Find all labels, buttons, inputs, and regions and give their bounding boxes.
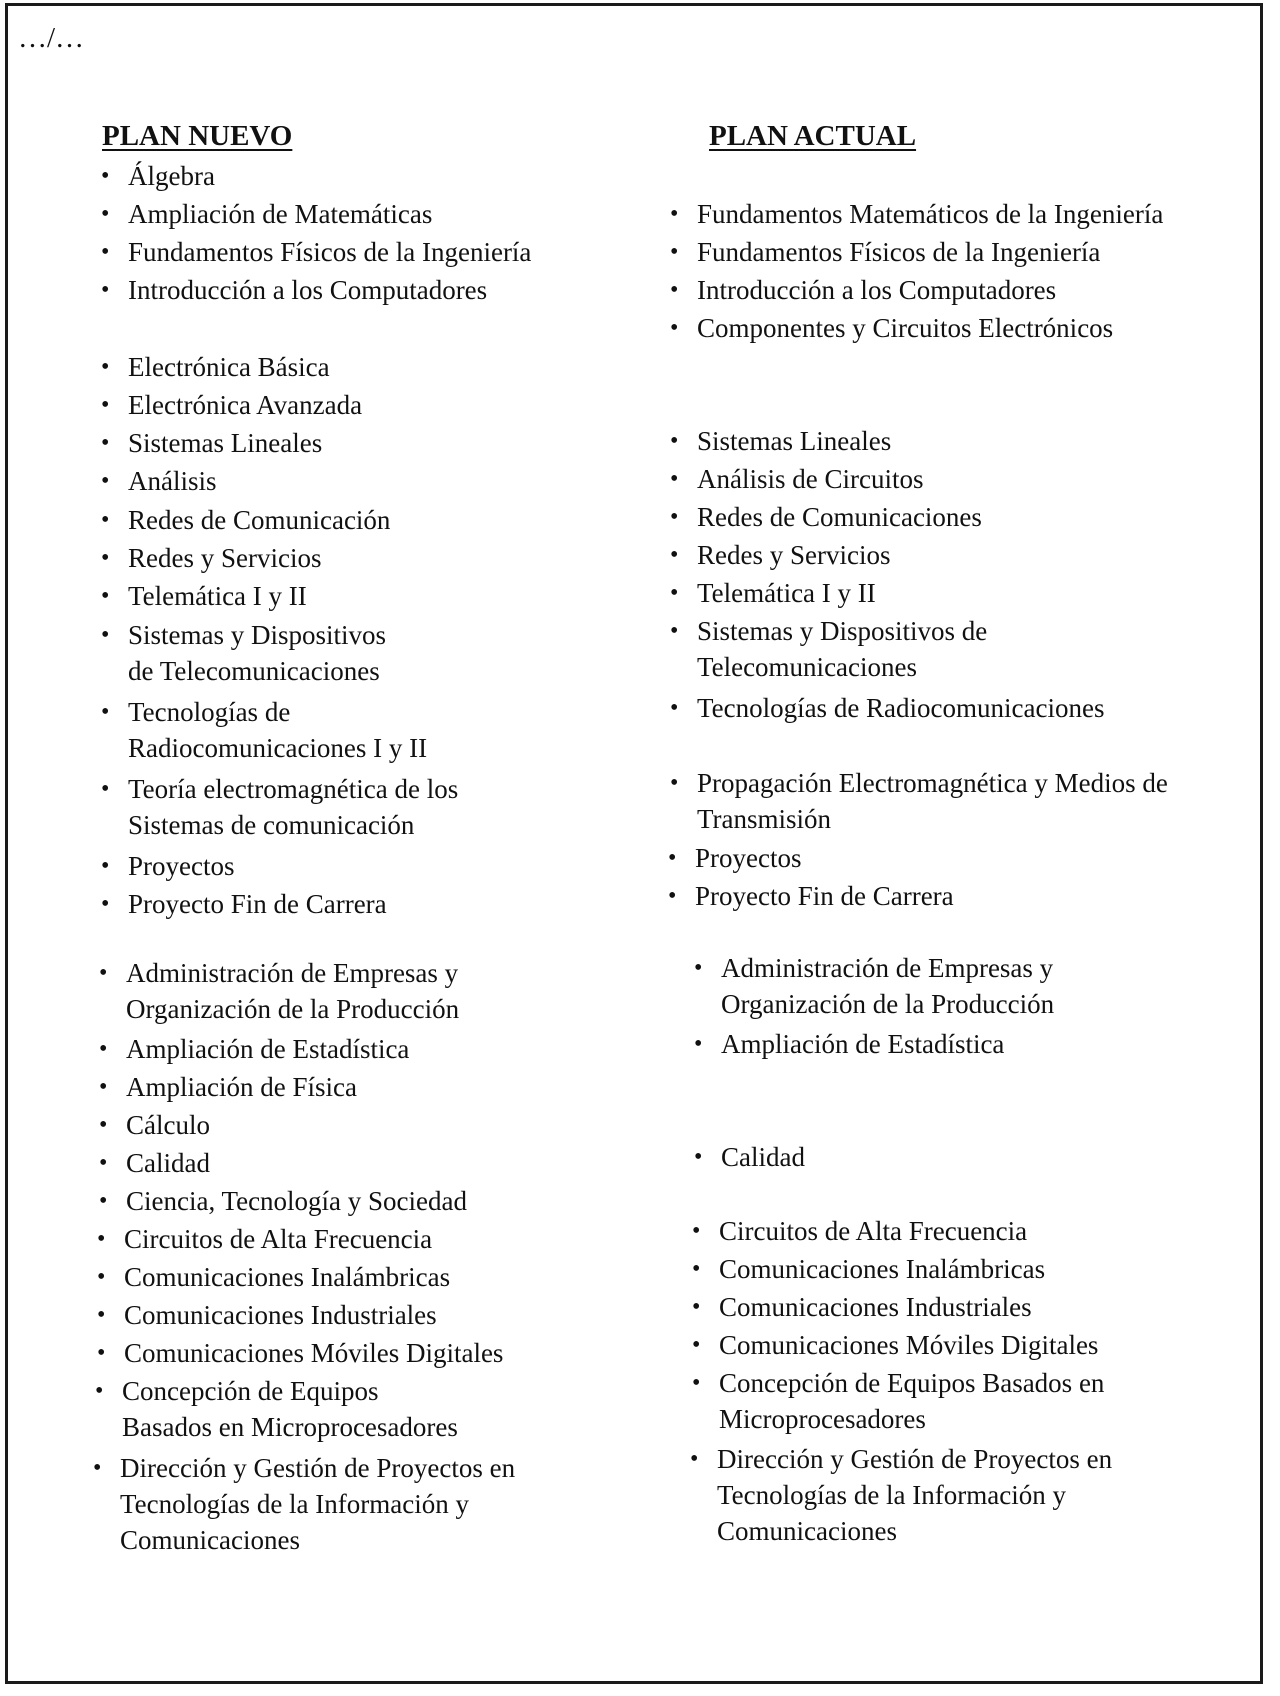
item-text-line: Comunicaciones Industriales [719, 1292, 1032, 1322]
bullet-icon: • [692, 1218, 701, 1244]
plan_actual-item [690, 1441, 1113, 1549]
item-text-line: Microprocesadores [719, 1404, 926, 1434]
plan_nuevo-item [99, 1031, 410, 1067]
bullet-icon: • [99, 1188, 108, 1214]
item-text-line: Comunicaciones Industriales [124, 1300, 437, 1330]
plan_actual-item [670, 196, 1164, 232]
bullet-icon: • [670, 695, 679, 721]
item-text-line: Ampliación de Matemáticas [128, 199, 433, 229]
bullet-icon: • [670, 618, 679, 644]
plan_nuevo-item [101, 158, 215, 194]
plan-nuevo-heading: PLAN NUEVO [102, 120, 293, 152]
item-text-line: Proyecto Fin de Carrera [695, 881, 954, 911]
item-text-line: Comunicaciones Inalámbricas [124, 1262, 451, 1292]
bullet-icon: • [101, 622, 110, 648]
item-text-line: Organización de la Producción [126, 994, 460, 1024]
plan_nuevo-item [101, 349, 330, 385]
plan_actual-item [670, 575, 876, 611]
item-text-line: Redes de Comunicaciones [697, 502, 982, 532]
item-text-line: Transmisión [697, 804, 832, 834]
item-text-line: Sistemas de comunicación [128, 810, 415, 840]
bullet-icon: • [101, 201, 110, 227]
bullet-icon: • [99, 960, 108, 986]
item-text-line: Telemática I y II [697, 578, 876, 608]
bullet-icon: • [101, 853, 110, 879]
plan_nuevo-item [99, 1069, 357, 1105]
plan_actual-item [670, 310, 1114, 346]
plan_nuevo-item [97, 1335, 504, 1371]
bullet-icon: • [101, 277, 110, 303]
bullet-icon: • [670, 770, 679, 796]
item-text-line: Ciencia, Tecnología y Sociedad [126, 1186, 468, 1216]
bullet-icon: • [692, 1294, 701, 1320]
plan_actual-item [670, 234, 1101, 270]
plan_actual-item [692, 1213, 1028, 1249]
bullet-icon: • [670, 580, 679, 606]
item-text-line: Organización de la Producción [721, 989, 1055, 1019]
bullet-icon: • [97, 1302, 106, 1328]
bullet-icon: • [101, 507, 110, 533]
item-text-line: Tecnologías de la Información y [120, 1489, 469, 1519]
item-text-line: Fundamentos Matemáticos de la Ingeniería [697, 199, 1164, 229]
item-text-line: Introducción a los Computadores [128, 275, 488, 305]
item-text-line: Comunicaciones Inalámbricas [719, 1254, 1046, 1284]
plan_actual-item [670, 765, 1168, 837]
plan_nuevo-item [101, 578, 307, 614]
plan_actual-item [670, 499, 982, 535]
item-text-line: Fundamentos Físicos de la Ingeniería [128, 237, 532, 267]
item-text-line: Teoría electromagnética de los [128, 774, 459, 804]
plan-actual-heading: PLAN ACTUAL [709, 120, 917, 152]
item-text-line: Sistemas Lineales [128, 428, 323, 458]
item-text-line: Fundamentos Físicos de la Ingeniería [697, 237, 1101, 267]
item-text-line: Análisis de Circuitos [697, 464, 924, 494]
item-text-line: de Telecomunicaciones [128, 656, 380, 686]
plan_actual-item [670, 537, 891, 573]
bullet-icon: • [101, 583, 110, 609]
plan_actual-item [670, 613, 988, 685]
plan_actual-item [694, 1026, 1005, 1062]
plan_actual-item [694, 950, 1055, 1022]
item-text-line: Álgebra [128, 161, 215, 191]
plan_actual-item [670, 272, 1057, 308]
item-text-line: Concepción de Equipos Basados en [719, 1368, 1105, 1398]
bullet-icon: • [97, 1264, 106, 1290]
item-text-line: Radiocomunicaciones I y II [128, 733, 428, 763]
bullet-icon: • [101, 354, 110, 380]
item-text-line: Tecnologías de la Información y [717, 1480, 1066, 1510]
item-text-line: Electrónica Básica [128, 352, 330, 382]
plan_actual-item [692, 1365, 1105, 1437]
item-text-line: Redes de Comunicación [128, 505, 391, 535]
plan_actual-item [692, 1327, 1099, 1363]
bullet-icon: • [670, 542, 679, 568]
plan_actual-item [670, 690, 1105, 726]
bullet-icon: • [97, 1340, 106, 1366]
item-text-line: Sistemas y Dispositivos [128, 620, 387, 650]
item-text-line: Basados en Microprocesadores [122, 1412, 458, 1442]
item-text-line: Proyecto Fin de Carrera [128, 889, 387, 919]
item-text-line: Ampliación de Estadística [126, 1034, 410, 1064]
bullet-icon: • [668, 845, 677, 871]
plan_actual-item [668, 878, 954, 914]
plan_actual-item [668, 840, 802, 876]
item-text-line: Calidad [721, 1142, 805, 1172]
item-text-line: Electrónica Avanzada [128, 390, 363, 420]
bullet-icon: • [670, 315, 679, 341]
plan_nuevo-item [97, 1259, 451, 1295]
bullet-icon: • [97, 1226, 106, 1252]
bullet-icon: • [692, 1370, 701, 1396]
plan_nuevo-item [101, 617, 387, 689]
plan_nuevo-item [99, 955, 460, 1027]
item-text-line: Componentes y Circuitos Electrónicos [697, 313, 1114, 343]
item-text-line: Dirección y Gestión de Proyectos en [120, 1453, 516, 1483]
item-text-line: Proyectos [695, 843, 802, 873]
item-text-line: Introducción a los Computadores [697, 275, 1057, 305]
bullet-icon: • [101, 239, 110, 265]
bullet-icon: • [694, 955, 703, 981]
item-text-line: Sistemas Lineales [697, 426, 892, 456]
plan_nuevo-item [99, 1183, 468, 1219]
bullet-icon: • [99, 1036, 108, 1062]
item-text-line: Redes y Servicios [697, 540, 891, 570]
plan_nuevo-item [101, 771, 459, 843]
plan_nuevo-item [101, 540, 322, 576]
plan_nuevo-item [97, 1221, 433, 1257]
plan_nuevo-item [99, 1107, 210, 1143]
plan_actual-item [692, 1289, 1032, 1325]
bullet-icon: • [101, 430, 110, 456]
bullet-icon: • [692, 1256, 701, 1282]
bullet-icon: • [101, 891, 110, 917]
plan_nuevo-item [101, 463, 217, 499]
plan_actual-item [692, 1251, 1046, 1287]
plan_nuevo-item [99, 1145, 210, 1181]
plan_actual-item [670, 461, 924, 497]
bullet-icon: • [101, 163, 110, 189]
bullet-icon: • [670, 277, 679, 303]
item-text-line: Administración de Empresas y [721, 953, 1054, 983]
item-text-line: Tecnologías de Radiocomunicaciones [697, 693, 1105, 723]
item-text-line: Propagación Electromagnética y Medios de [697, 768, 1168, 798]
plan_nuevo-item [101, 502, 391, 538]
item-text-line: Circuitos de Alta Frecuencia [719, 1216, 1028, 1246]
item-text-line: Ampliación de Física [126, 1072, 357, 1102]
item-text-line: Concepción de Equipos [122, 1376, 379, 1406]
plan_actual-item [670, 423, 892, 459]
bullet-icon: • [690, 1446, 699, 1472]
item-text-line: Cálculo [126, 1110, 210, 1140]
bullet-icon: • [99, 1074, 108, 1100]
bullet-icon: • [101, 392, 110, 418]
bullet-icon: • [99, 1112, 108, 1138]
plan_nuevo-item [101, 272, 488, 308]
bullet-icon: • [668, 883, 677, 909]
plan_nuevo-item [101, 196, 433, 232]
bullet-icon: • [670, 239, 679, 265]
plan_nuevo-item [101, 886, 387, 922]
bullet-icon: • [692, 1332, 701, 1358]
item-text-line: Proyectos [128, 851, 235, 881]
bullet-icon: • [101, 776, 110, 802]
bullet-icon: • [694, 1144, 703, 1170]
item-text-line: Calidad [126, 1148, 210, 1178]
item-text-line: Telecomunicaciones [697, 652, 918, 682]
bullet-icon: • [101, 545, 110, 571]
item-text-line: Tecnologías de [128, 697, 291, 727]
item-text-line: Comunicaciones [120, 1525, 300, 1555]
item-text-line: Sistemas y Dispositivos de [697, 616, 988, 646]
bullet-icon: • [101, 699, 110, 725]
plan_nuevo-item [101, 425, 323, 461]
plan_nuevo-item [101, 234, 532, 270]
plan_actual-item [694, 1139, 805, 1175]
plan_nuevo-item [101, 848, 235, 884]
plan_nuevo-item [93, 1450, 516, 1558]
bullet-icon: • [670, 504, 679, 530]
plan_nuevo-item [101, 387, 363, 423]
item-text-line: Dirección y Gestión de Proyectos en [717, 1444, 1113, 1474]
bullet-icon: • [670, 466, 679, 492]
plan_nuevo-item [101, 694, 428, 766]
item-text-line: Administración de Empresas y [126, 958, 459, 988]
bullet-icon: • [95, 1378, 104, 1404]
item-text-line: Comunicaciones [717, 1516, 897, 1546]
item-text-line: Redes y Servicios [128, 543, 322, 573]
bullet-icon: • [694, 1031, 703, 1057]
item-text-line: Comunicaciones Móviles Digitales [719, 1330, 1099, 1360]
bullet-icon: • [670, 201, 679, 227]
plan_nuevo-item [97, 1297, 437, 1333]
item-text-line: Telemática I y II [128, 581, 307, 611]
bullet-icon: • [99, 1150, 108, 1176]
continuation-mark: …/… [18, 22, 85, 54]
bullet-icon: • [670, 428, 679, 454]
bullet-icon: • [101, 468, 110, 494]
item-text-line: Análisis [128, 466, 217, 496]
plan_nuevo-item [95, 1373, 458, 1445]
item-text-line: Circuitos de Alta Frecuencia [124, 1224, 433, 1254]
item-text-line: Comunicaciones Móviles Digitales [124, 1338, 504, 1368]
item-text-line: Ampliación de Estadística [721, 1029, 1005, 1059]
bullet-icon: • [93, 1455, 102, 1481]
